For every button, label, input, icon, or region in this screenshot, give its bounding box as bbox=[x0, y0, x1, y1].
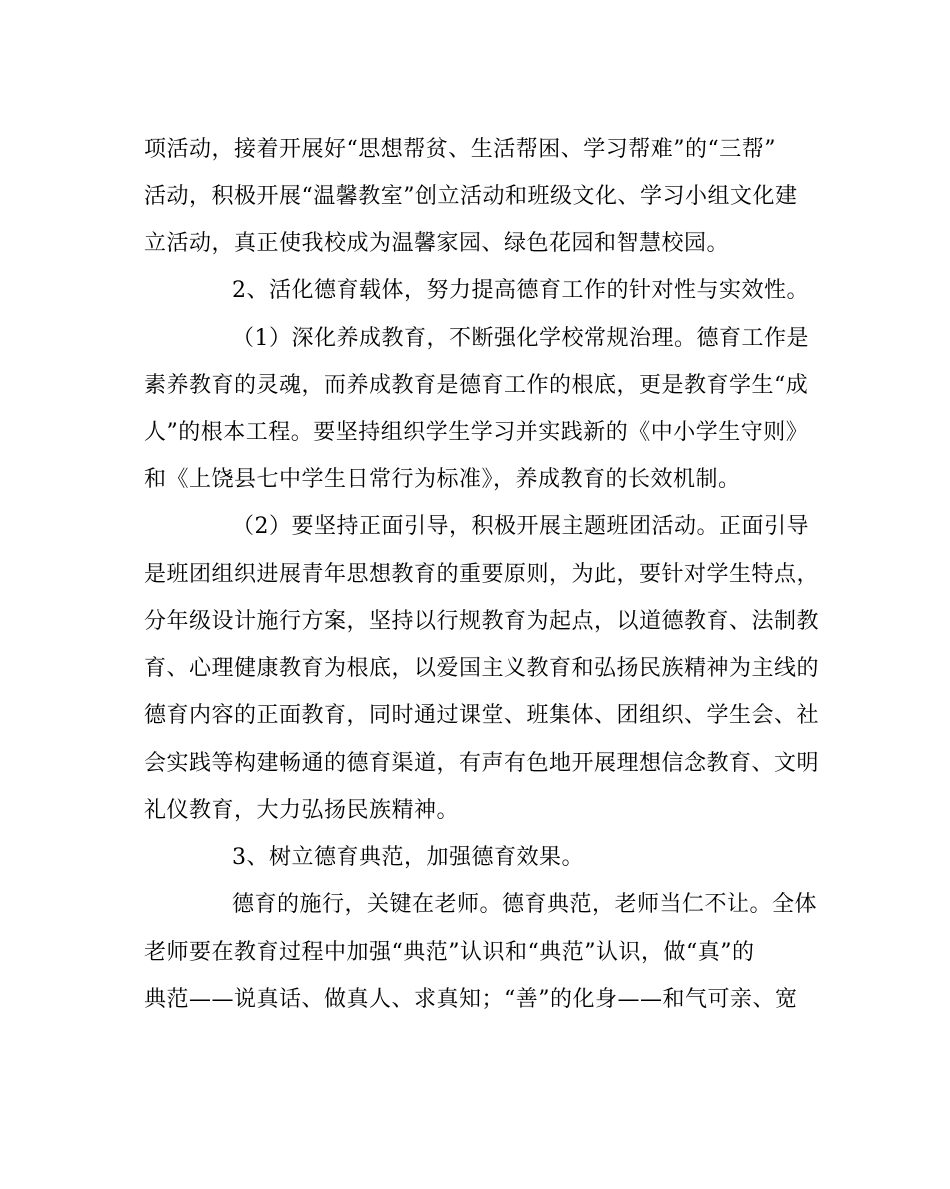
text-line: 分年级设计施行方案，坚持以行规教育为起点，以道德教育、法制教 bbox=[144, 609, 820, 634]
text-line: 立活动，真正使我校成为温馨家园、绿色花园和智慧校园。 bbox=[144, 231, 730, 256]
text-line: 典范——说真话、做真人、求真知；“善”的化身——和气可亲、宽 bbox=[144, 987, 798, 1012]
text-line: 德育内容的正面教育，同时通过课堂、班集体、团组织、学生会、社 bbox=[144, 703, 820, 728]
text-line: 是班团组织进展青年思想教育的重要原则，为此，要针对学生特点， bbox=[144, 562, 820, 587]
subsection-heading: （2）要坚持正面引导，积极开展主题班团活动。正面引导 bbox=[232, 514, 809, 539]
text-line: 育、心理健康教育为根底，以爱国主义教育和弘扬民族精神为主线的 bbox=[144, 656, 820, 681]
text-line: 会实践等构建畅通的德育渠道，有声有色地开展理想信念教育、文明 bbox=[144, 751, 820, 776]
section-heading: 2、活化德育载体，努力提高德育工作的针对性与实效性。 bbox=[232, 278, 809, 303]
text-line: 老师要在教育过程中加强“典范”认识和“典范”认识，做“真”的 bbox=[144, 940, 755, 965]
text-line: 活动，积极开展“温馨教室”创立活动和班级文化、学习小组文化建 bbox=[144, 184, 798, 209]
subsection-heading: （1）深化养成教育，不断强化学校常规治理。德育工作是 bbox=[232, 326, 809, 351]
section-heading: 3、树立德育典范，加强德育效果。 bbox=[232, 845, 584, 870]
text-line: 和《上饶县七中学生日常行为标准》，养成教育的长效机制。 bbox=[144, 467, 741, 492]
text-line: 项活动，接着开展好“思想帮贫、生活帮困、学习帮难”的“三帮” bbox=[144, 137, 776, 162]
text-line: 人”的根本工程。要坚持组织学生学习并实践新的《中小学生守则》 bbox=[144, 420, 809, 445]
paragraph-start: 德育的施行，关键在老师。德育典范，老师当仁不让。全体 bbox=[232, 892, 818, 917]
text-line: 素养教育的灵魂，而养成教育是德育工作的根底，更是教育学生“成 bbox=[144, 373, 809, 398]
text-line: 礼仪教育，大力弘扬民族精神。 bbox=[144, 798, 460, 823]
